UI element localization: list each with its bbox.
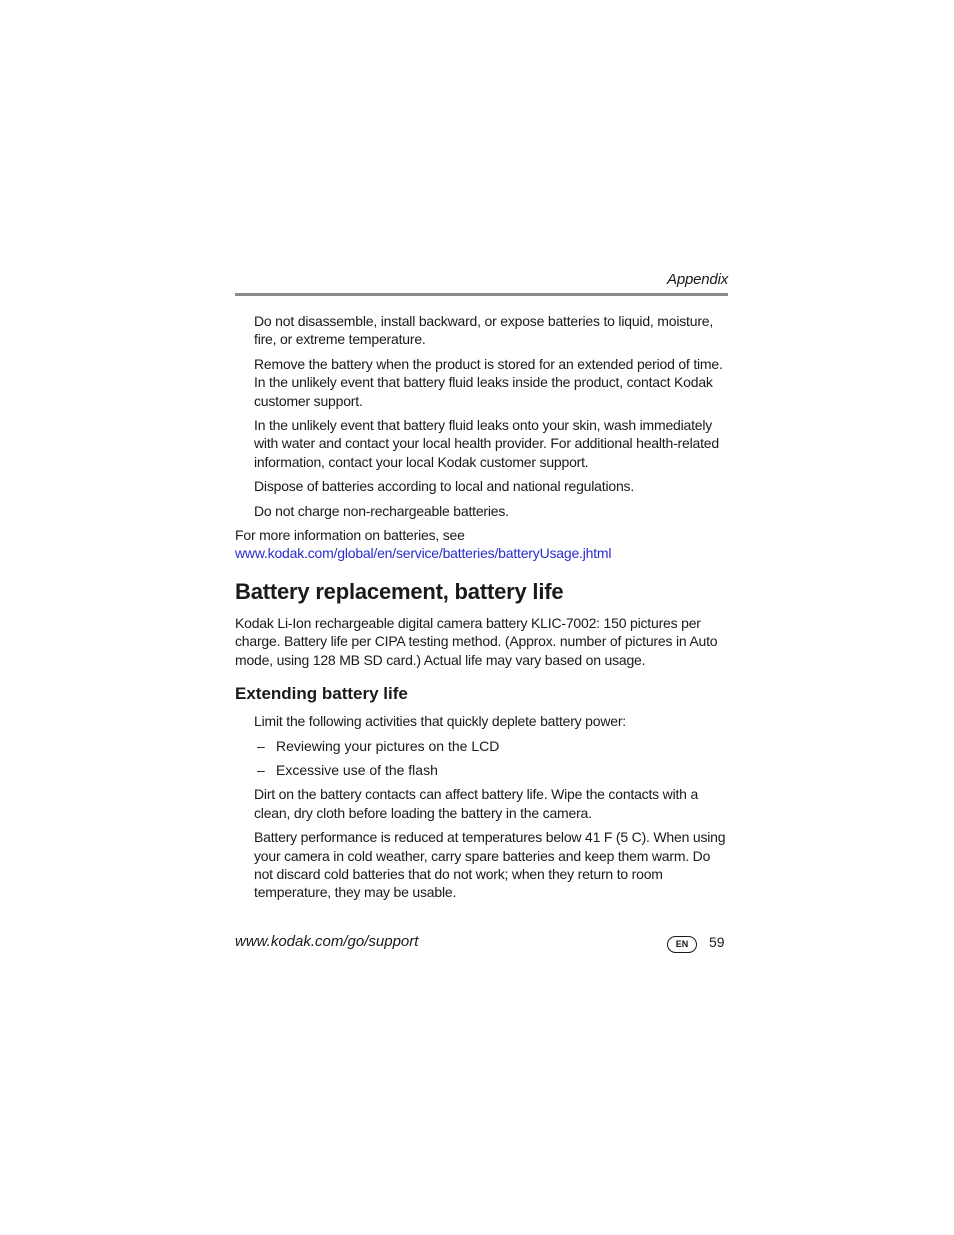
temperature-note: Battery performance is reduced at temperatures below 41 F (5 C). When using your camera in cold weather, carry spare batteries and keep them warm. Do not discard cold batteries that do not work; when they return to room temperature, they may be usable.	[254, 829, 726, 901]
header-rule	[235, 293, 728, 296]
support-url: www.kodak.com/go/support	[235, 933, 419, 950]
subsection-title: Extending battery life	[235, 684, 408, 704]
subsection-intro: Limit the following activities that quickly deplete battery power:	[254, 713, 626, 730]
list-item	[257, 737, 728, 755]
page-content	[235, 268, 728, 902]
safety-item: Remove the battery when the product is stored for an extended period of time. In the unlikely event that battery fluid leaks inside the product, contact Kodak customer support.	[254, 355, 723, 409]
dash-marker: –	[257, 761, 265, 778]
section-title: Battery replacement, battery life	[235, 578, 564, 604]
safety-item: Do not disassemble, install backward, or expose batteries to liquid, moisture, fire, or extreme temperature.	[254, 313, 714, 348]
safety-item: In the unlikely event that battery fluid leaks onto your skin, wash immediately with water and contact your local health provider. For additional health-related information, contact your local Kodak customer support.	[254, 417, 719, 470]
section-body: Kodak Li-Ion rechargeable digital camera battery KLIC-7002: 150 pictures per charge. Battery life per CIPA testing method. (Approx. number of pictures in Auto mode, using 128 MB SD card.) Actual life may vary based on usage.	[235, 614, 718, 668]
safety-item: Do not charge non-rechargeable batteries.	[254, 502, 509, 519]
contacts-note: Dirt on the battery contacts can affect battery life. Wipe the contacts with a clean, dry cloth before loading the battery in the camera.	[254, 786, 699, 821]
page-number: 59	[709, 934, 725, 950]
language-badge: EN	[667, 936, 697, 953]
list-item-text: Excessive use of the flash	[276, 761, 438, 778]
safety-item: Dispose of batteries according to local and national regulations.	[254, 478, 635, 495]
list-item	[257, 761, 728, 779]
page-footer	[235, 930, 728, 956]
running-head: Appendix	[667, 271, 728, 288]
dash-marker: –	[257, 737, 265, 754]
list-item-text: Reviewing your pictures on the LCD	[276, 737, 500, 754]
more-info-text: For more information on batteries, see	[235, 527, 465, 544]
battery-usage-link[interactable]: www.kodak.com/global/en/service/batteries/batteryUsage.jhtml	[235, 545, 612, 562]
